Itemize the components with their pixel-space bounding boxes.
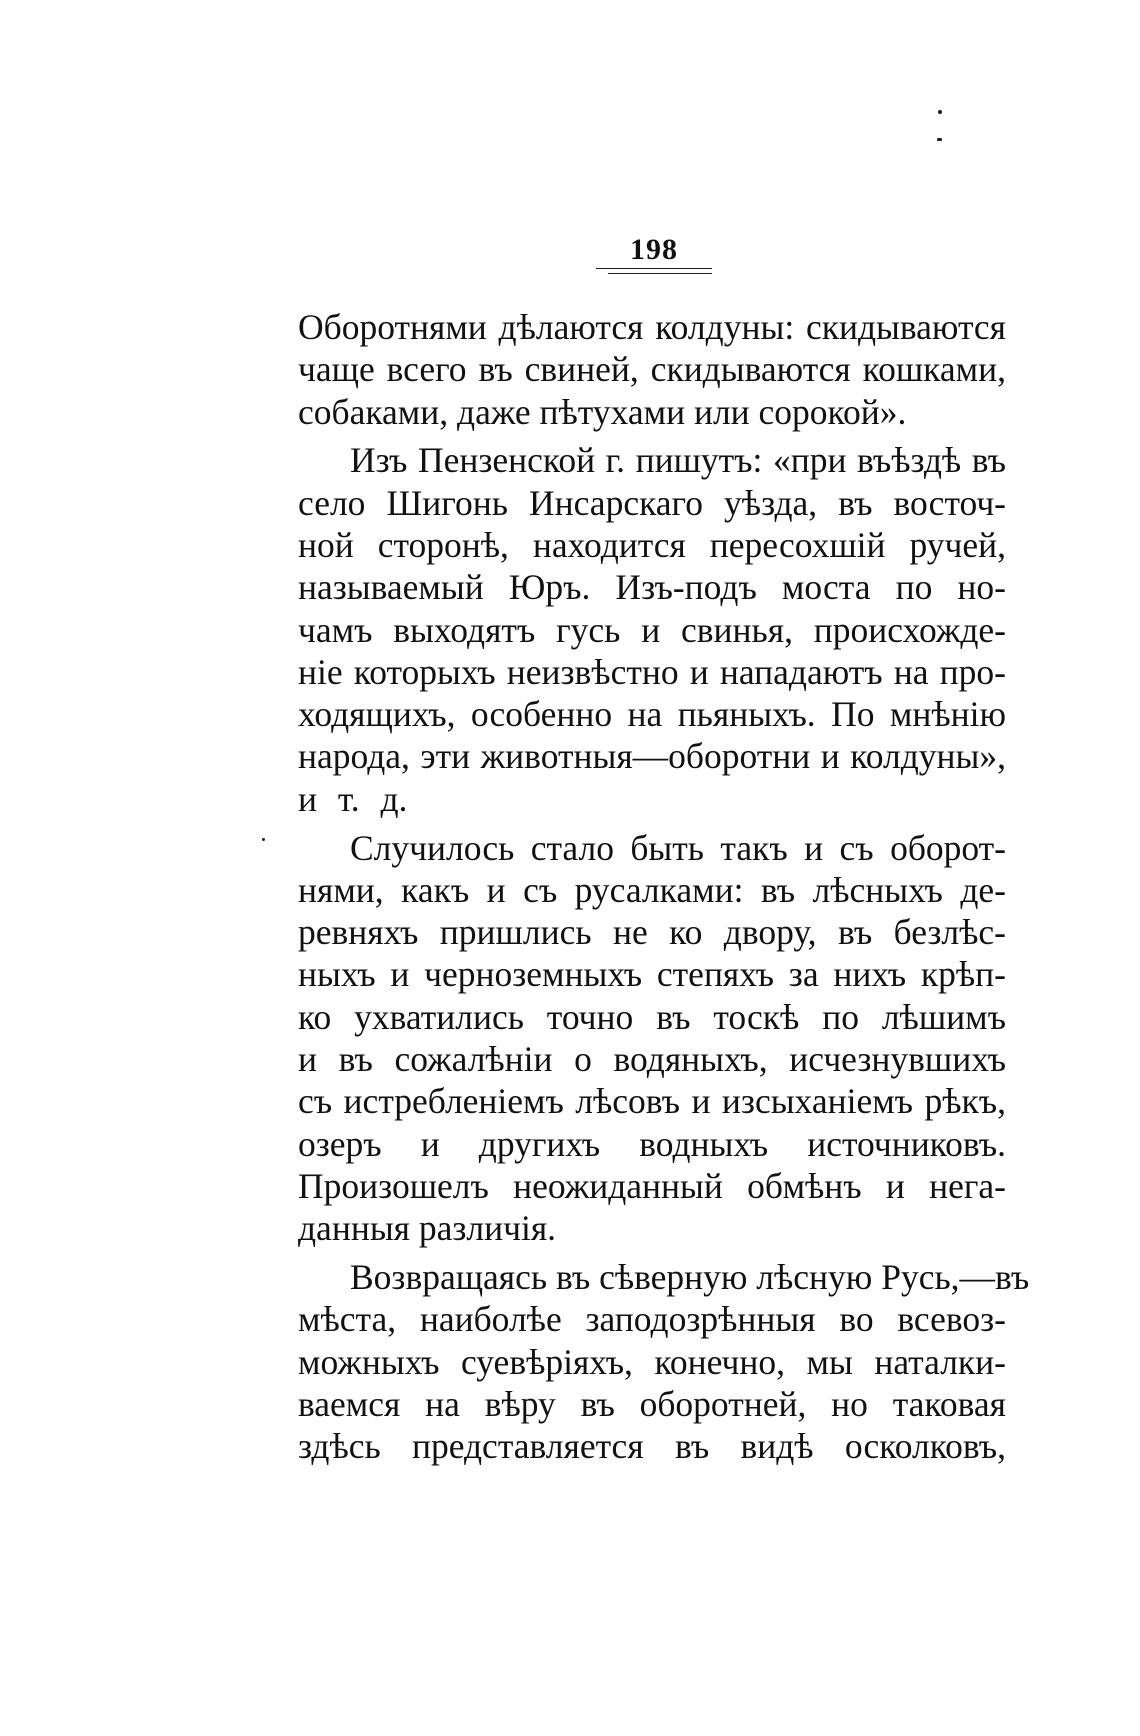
text-line: ко ухватились точно въ тоскѣ по лѣшимъ bbox=[298, 996, 1006, 1037]
text-line: называемый Юръ. Изъ-подъ моста по но- bbox=[298, 567, 1006, 608]
text-line: ной сторонѣ, находится пересохшій ручей, bbox=[298, 524, 1006, 565]
text-line: нями, какъ и съ русалками: въ лѣсныхъ де- bbox=[298, 869, 1006, 910]
text-line: съ истребленіемъ лѣсовъ и изсыханіемъ рѣкъ, bbox=[298, 1081, 1006, 1122]
text-line: народа, эти животныя—оборотни и колдуны», bbox=[298, 736, 1006, 777]
text-line: ходящихъ, особенно на пьяныхъ. По мнѣнію bbox=[298, 694, 1006, 735]
text-line: ніе которыхъ неизвѣстно и нападаютъ на про- bbox=[298, 651, 1006, 692]
margin-speck bbox=[937, 138, 942, 141]
paragraph bbox=[298, 827, 1006, 1250]
text-line: озеръ и другихъ водныхъ источниковъ. bbox=[298, 1123, 1006, 1164]
margin-speck bbox=[938, 110, 942, 114]
text-line: село Шигонь Инсарскаго уѣзда, въ восточ- bbox=[298, 482, 1006, 523]
text-line: Произошелъ неожиданный обмѣнъ и нега- bbox=[298, 1165, 1006, 1206]
text-line: собаками, даже пѣтухами или сорокой». bbox=[298, 391, 907, 432]
text-line: данныя различія. bbox=[298, 1208, 557, 1249]
margin-speck bbox=[262, 838, 265, 841]
text-line: ваемся на вѣру въ оборотней, но таковая bbox=[298, 1383, 1006, 1424]
page-number: 198 bbox=[630, 233, 678, 266]
text-line: Случилось стало быть такъ и съ оборот- bbox=[350, 827, 1006, 868]
text-line: ныхъ и черноземныхъ степяхъ за нихъ крѣп- bbox=[298, 954, 1006, 995]
text-line: ревняхъ пришлись не ко двору, въ безлѣс- bbox=[298, 912, 1006, 953]
page-number-rule bbox=[608, 273, 712, 274]
text-line: здѣсь представляется въ видѣ осколковъ, bbox=[298, 1426, 1006, 1467]
text-line: мѣста, наиболѣе заподозрѣнныя во всевоз- bbox=[298, 1299, 1006, 1340]
text-line: и т. д. bbox=[298, 778, 408, 819]
body-text bbox=[298, 306, 1030, 1474]
text-line: можныхъ суевѣріяхъ, конечно, мы наталки- bbox=[298, 1341, 1006, 1382]
text-line: чамъ выходятъ гусь и свинья, происхожде- bbox=[298, 609, 1006, 650]
text-line: чаще всего въ свиней, скидываются кошками, bbox=[298, 349, 1006, 390]
text-line: Возвращаясь въ сѣверную лѣсную Русь,—въ bbox=[350, 1257, 1030, 1298]
paragraph bbox=[298, 439, 1006, 820]
paragraph bbox=[298, 1256, 1030, 1467]
text-line: и въ сожалѣніи о водяныхъ, исчезнувшихъ bbox=[298, 1039, 1006, 1080]
text-line: Оборотнями дѣлаются колдуны: скидываются bbox=[298, 307, 1006, 347]
page-number-rule bbox=[596, 268, 712, 269]
text-line: Изъ Пензенской г. пишутъ: «при въѣздѣ въ bbox=[350, 440, 1006, 481]
paragraph bbox=[298, 306, 1006, 433]
